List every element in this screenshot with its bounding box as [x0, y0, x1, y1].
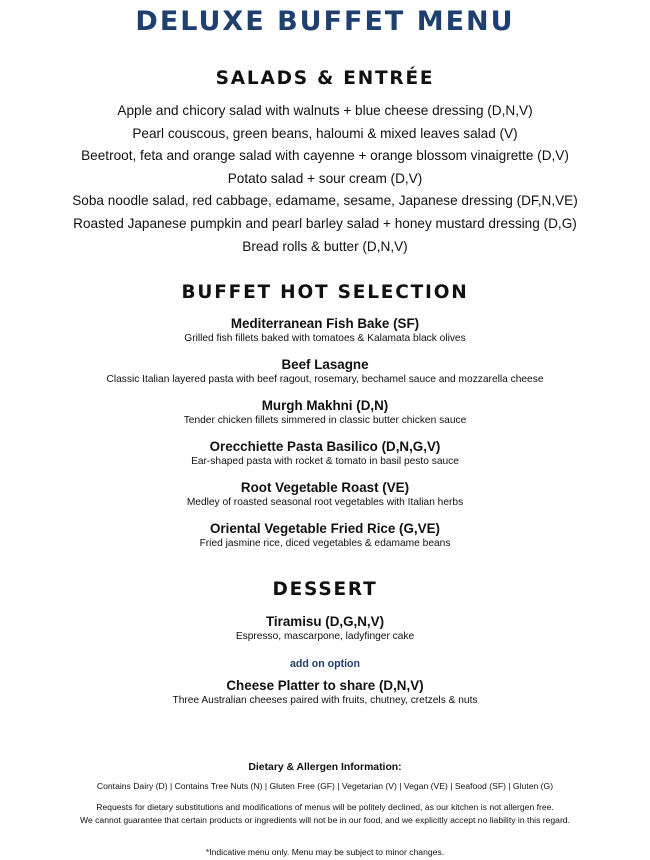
indicative-note: *Indicative menu only. Menu may be subject to minor changes.	[205, 847, 445, 857]
dish-description: Classic Italian layered pasta with beef ragout, rosemary, bechamel sauce and mozzarella cheese	[106, 374, 544, 385]
hot-dish	[0, 356, 650, 387]
salads-heading: SALADS & ENTRÉE	[215, 68, 435, 89]
hot-dish	[0, 397, 650, 428]
dish-name: Cheese Platter to share (D,N,V)	[226, 678, 424, 693]
dish-description: Three Australian cheeses paired with fruits, chutney, cretzels & nuts	[172, 695, 478, 706]
dish-description: Grilled fish fillets baked with tomatoes & Kalamata black olives	[184, 333, 466, 344]
dish-name: Tiramisu (D,G,N,V)	[265, 614, 385, 629]
salad-item: Beetroot, feta and orange salad with cayenne + orange blossom vinaigrette (D,V)	[81, 148, 569, 164]
dessert-dish	[0, 613, 650, 644]
salad-item: Roasted Japanese pumpkin and pearl barley salad + honey mustard dressing (D,G)	[73, 215, 577, 231]
salad-item: Potato salad + sour cream (D,V)	[227, 170, 423, 186]
add-on-dish	[0, 677, 650, 708]
disclaimer-line: Requests for dietary substitutions and modifications of menus will be politely declined, as our kitchen is not allergen free.	[96, 802, 554, 812]
menu-title: DELUXE BUFFET MENU	[135, 6, 515, 37]
dish-name: Mediterranean Fish Bake (SF)	[230, 316, 420, 331]
dish-name: Murgh Makhni (D,N)	[261, 398, 389, 413]
salad-item: Bread rolls & butter (D,N,V)	[242, 238, 408, 254]
disclaimer-line: We cannot guarantee that certain products or ingredients will not be in our food, and we explicitly accept no liability in this regard.	[80, 815, 570, 825]
hot-dish	[0, 479, 650, 510]
dish-description: Ear-shaped pasta with rocket & tomato in basil pesto sauce	[191, 456, 459, 467]
hot-dish	[0, 438, 650, 469]
salad-item: Soba noodle salad, red cabbage, edamame, sesame, Japanese dressing (DF,N,VE)	[72, 193, 578, 209]
dish-description: Medley of roasted seasonal root vegetables with Italian herbs	[186, 497, 464, 508]
salad-item: Apple and chicory salad with walnuts + blue cheese dressing (D,N,V)	[117, 103, 533, 118]
salad-item: Pearl couscous, green beans, haloumi & mixed leaves salad (V)	[132, 125, 518, 141]
dessert-heading: DESSERT	[272, 579, 378, 600]
dish-name: Root Vegetable Roast (VE)	[240, 480, 410, 495]
allergen-heading: Dietary & Allergen Information:	[248, 762, 402, 773]
dish-description: Fried jasmine rice, diced vegetables & edamame beans	[199, 538, 451, 549]
dish-name: Oriental Vegetable Fried Rice (G,VE)	[210, 521, 440, 536]
salads-list	[0, 100, 650, 258]
hot-selection-heading: BUFFET HOT SELECTION	[181, 282, 469, 303]
dish-name: Orecchiette Pasta Basilico (D,N,G,V)	[209, 439, 441, 454]
hot-dish	[0, 520, 650, 551]
dish-name: Beef Lasagne	[281, 357, 369, 372]
dish-description: Espresso, mascarpone, ladyfinger cake	[235, 631, 415, 642]
add-on-label: add on option	[289, 658, 361, 670]
allergen-legend: Contains Dairy (D) | Contains Tree Nuts (N) | Gluten Free (GF) | Vegetarian (V) | Vegan (VE) | Seafood (SF) | Gluten (G)	[96, 781, 554, 791]
hot-dish	[0, 315, 650, 346]
dish-description: Tender chicken fillets simmered in classic butter chicken sauce	[183, 415, 467, 426]
